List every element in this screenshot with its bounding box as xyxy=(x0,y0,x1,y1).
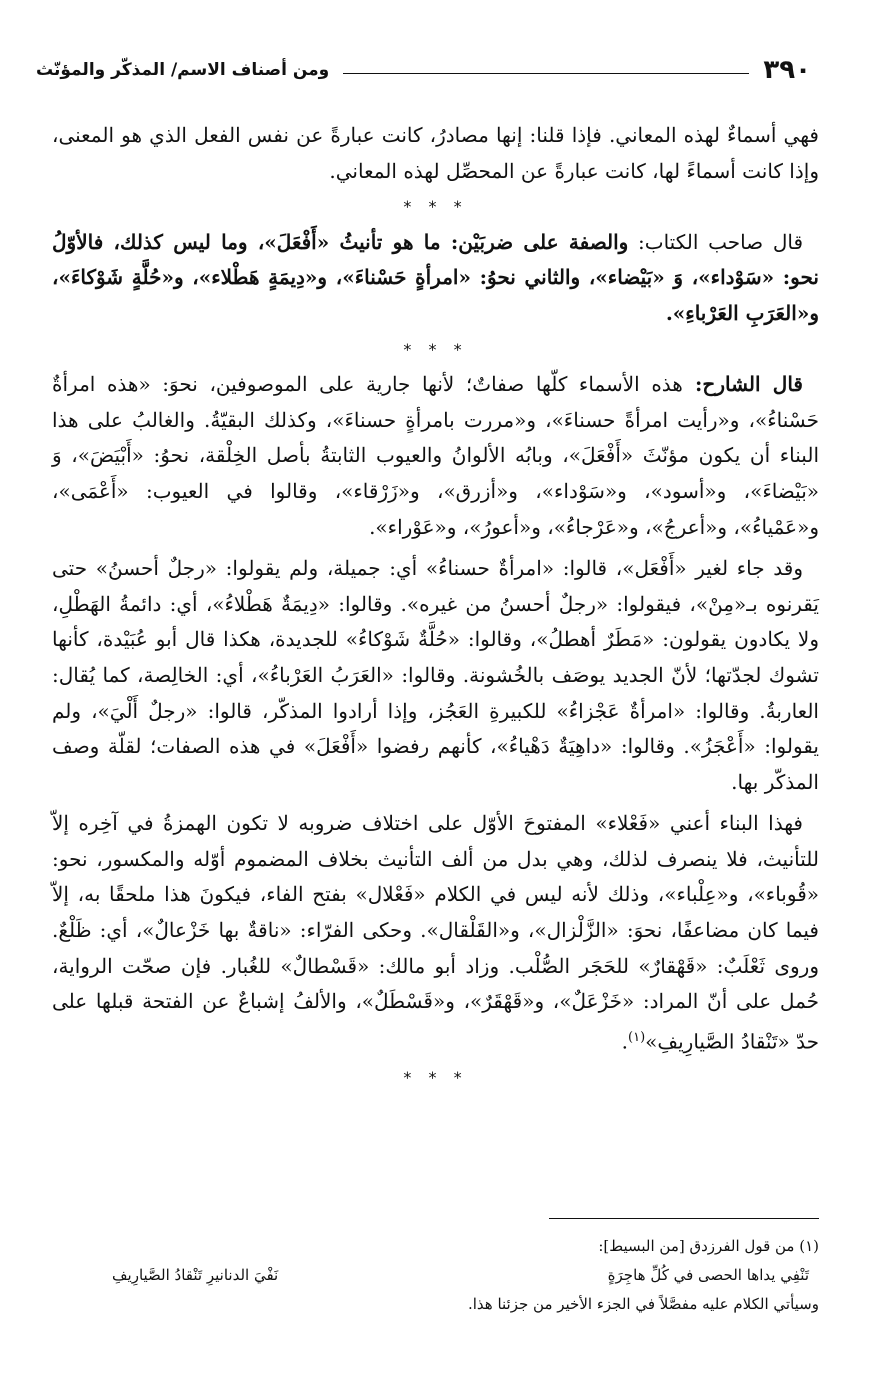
section-separator: * * * xyxy=(403,1068,468,1088)
section-separator: * * * xyxy=(403,339,468,359)
verse-second-hemistich: نَفْيَ الدنانيرِ تَنْقادُ الصَّيارِيفِ xyxy=(112,1266,279,1284)
commentator-lead: قال الشارح: xyxy=(682,372,803,397)
paragraph-3 xyxy=(52,367,819,545)
header-rule xyxy=(343,73,749,74)
footnote-rule xyxy=(549,1218,819,1219)
verse-first-hemistich: تَنْفِي يداها الحصى في كُلِّ هاجِرَةٍ xyxy=(607,1266,809,1284)
footnote-marker[interactable]: (١) xyxy=(628,1029,646,1045)
body-text xyxy=(52,118,819,1096)
poem-verse xyxy=(52,1261,819,1290)
footnotes xyxy=(52,1232,819,1319)
paragraph-4: وقد جاء لغير «أَفْعَل»، قالوا: «امرأةٌ حسناءُ» أي: جميلة، ولم يقولوا: «رجلٌ أحسنُ» حتى يَقرنوه بـ«مِنْ»، فيقولوا: «رجلٌ أحسنُ من غيره». وقالوا: «دِيمَةٌ هَطْلاءُ»، أي: دائمةُ الهَطْلِ، ولا يكادون يقولون: «مَطَرٌ أهطلُ»، وقالوا: «حُلَّةٌ شَوْكاءُ» للجديدة، هكذا قال أبو عُبَيْدة، كأنها تشوك لجدّتها؛ لأنّ الجديد يوصَف بالخُشونة. وقالوا: «العَرَبُ العَرْباءُ»، أي: الخالِصة، كما يُقال: العاربةُ. وقالوا: «امرأةٌ عَجْزاءُ» للكبيرةِ العَجُز، وإذا أرادوا المذكّر، قالوا: «رجلٌ أَلْيَ»، ولم يقولوا: «أَعْجَزُ». وقالوا: «داهِيَةٌ دَهْياءُ»، كأنهم رفضوا «أَفْعَلَ» في هذه الصفات؛ لقلّة وصف المذكّر بها. xyxy=(52,556,819,794)
page-number: ٣٩٠ xyxy=(763,55,811,85)
page-header xyxy=(36,50,811,90)
paragraph-1: فهي أسماءٌ لهذه المعاني. فإذا قلنا: إنها مصادرُ، كانت عبارةً عن نفس الفعل الذي هو المعنى، وإذا كانت أسماءً لها، كانت عبارةً عن المحصِّل لهذه المعاني. xyxy=(52,123,819,183)
paragraph-2 xyxy=(52,225,819,332)
commentary-text: هذه الأسماء كلّها صفاتٌ؛ لأنها جارية على الموصوفين، نحوَ: «هذه امرأةٌ حَسْناءُ»، و«رأيت امرأةً حسناءَ»، و«مررت بامرأةٍ حسناءَ»، وكذلك البقيّةُ. والغالبُ على هذا البناء أن يكون مؤنّثَ «أَفْعَلَ»، وبابُه الألوانُ والعيوب الثابتةُ بأصل الخِلْقة، نحوُ: «أَبْيَضَ»، وَ «بَيْضاءَ»، و«أسود»، و«سَوْداء»، و«أزرق»، و«زَرْقاء»، وقالوا في العيوب: «أَعْمَى»، و«عَمْياءُ»، و«أعرجُ»، و«عَرْجاءُ»، و«أعورُ»، و«عَوْراء». xyxy=(52,372,819,539)
section-separator: * * * xyxy=(403,197,468,217)
footnote-line: وسيأتي الكلام عليه مفصَّلاً في الجزء الأخير من جزئنا هذا. xyxy=(467,1295,819,1313)
paragraph-5-end: . xyxy=(621,1029,629,1054)
running-title: ومن أصناف الاسم/ المذكّر والمؤنّث xyxy=(36,60,330,80)
footnote-line: (١) من قول الفرزدق [من البسيط]: xyxy=(598,1237,819,1255)
author-quote-lead: قال صاحب الكتاب: xyxy=(628,229,804,254)
author-quote: والصفة على ضربَيْن: ما هو تأنيثُ «أَفْعَلَ»، وما ليس كذلك، فالأوّلُ نحو: «سَوْداء»، وَ «بَيْضاء»، والثاني نحوُ: «امرأةٍ حَسْناءَ»، و«دِيمَةٍ هَطْلاء»، و«حُلَّةٍ شَوْكاءَ»، و«العَرَبِ العَرْباءِ». xyxy=(52,229,819,325)
paragraph-5-text: فهذا البناء أعني «فَعْلاء» المفتوحَ الأوّل على اختلاف ضروبه لا تكون الهمزةُ في آخِره إلاّ للتأنيث، فلا ينصرف لذلك، وهي بدل من ألف التأنيث بخلاف المضموم أوّله والمكسور، نحو: «قُوباء»، و«عِلْباء»، وذلك لأنه ليس في الكلام «فَعْلال» بفتح الفاء، فيكونَ هذا ملحقًا به، إلاّ فيما كان مضاعفًا، نحوَ: «الزَّلْزال»، و«القَلْقال». وحكى الفرّاء: «ناقةٌ بها خَزْعالٌ»، أي: ظَلْعٌ. وروى ثَعْلَبٌ: «قَهْقارٌ» للحَجَر الصُّلْب. وزاد أبو مالك: «قَسْطالٌ» للغُبار. فإن صحّت الرواية، حُمل على أنّ المراد: «خَزْعَلٌ»، و«قَهْقَرٌ»، و«قَسْطَلٌ»، والألفُ إشباعٌ عن الفتحة قبلها على حدّ «تَنْقادُ الصَّيارِيفِ» xyxy=(52,811,819,1054)
paragraph-5 xyxy=(52,806,819,1060)
